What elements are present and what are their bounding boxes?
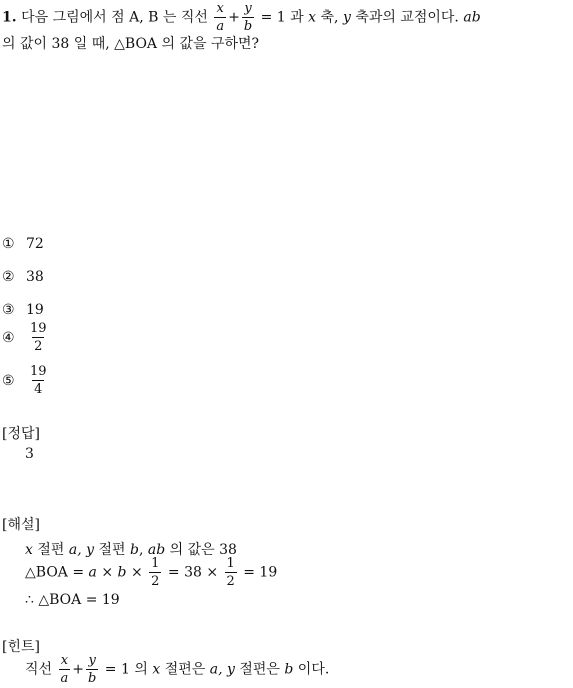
explanation-line-2: △BOA = a × b × $\frac{1}{2}$ = 38 × $\frac{1}{2}$ = 19 xyxy=(25,556,278,589)
equation-y-over-b: $\frac{y}{b}$ xyxy=(243,1,253,34)
choice-3[interactable]: ③ 19 xyxy=(2,302,44,318)
equation-rhs: = 1 xyxy=(260,9,286,26)
hint-equation-x-over-a: $\frac{x}{a}$ xyxy=(60,653,69,686)
choice-4[interactable]: ④ $\frac{19}{2}$ xyxy=(2,321,47,354)
question-number: 1. xyxy=(2,9,17,26)
question-line-2: 의 값이 38 일 때, △BOA 의 값을 구하면? xyxy=(2,36,260,52)
explanation-line-1: x 절편 a, y 절편 b, ab 의 값은 38 xyxy=(25,542,237,558)
choice-1[interactable]: ① 72 xyxy=(2,236,44,252)
hint-line: 직선 $\frac{x}{a}$ + $\frac{y}{b}$ = 1 의 x 절편은 a, y 절편은 b 이다. xyxy=(25,653,330,686)
question-line-1: 1. 다음 그림에서 점 A, B 는 직선 $\frac{x}{a}$ + $\frac{y}{b}$ = 1 과 x 축, y 축과의 교점이다. ab xyxy=(2,1,481,34)
explanation-line-3: ∴ △BOA = 19 xyxy=(25,592,120,608)
answer-label: [정답] xyxy=(2,426,40,442)
equation-x-over-a: $\frac{x}{a}$ xyxy=(216,1,225,34)
explanation-label: [해설] xyxy=(2,517,40,533)
hint-label: [힌트] xyxy=(2,639,40,655)
hint-equation-y-over-b: $\frac{y}{b}$ xyxy=(88,653,97,686)
answer-value: 3 xyxy=(25,446,34,462)
question-text-a: 다음 그림에서 점 A, B 는 직선 xyxy=(21,9,208,26)
choice-5[interactable]: ⑤ $\frac{19}{4}$ xyxy=(2,364,47,397)
choice-2[interactable]: ② 38 xyxy=(2,269,44,285)
